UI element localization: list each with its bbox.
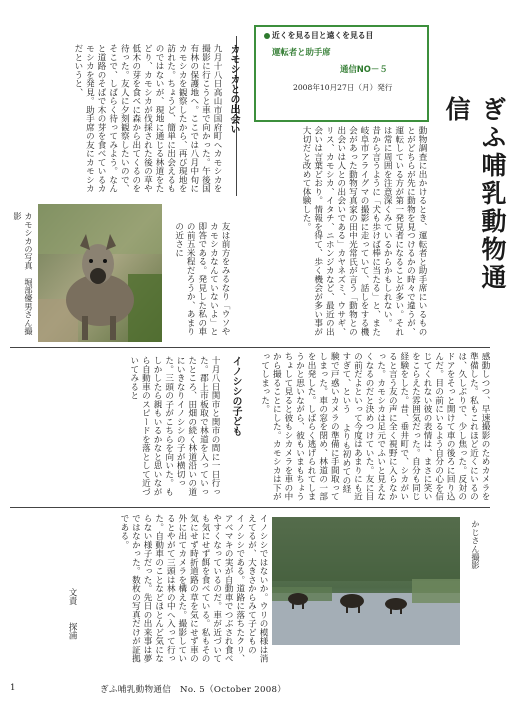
section-body-kamoshika: 九月十八日高山市国府町へカモシカを撮影に行こうと車で向かった。午後国有林の保護地へ。ここでは八月中旬にカモシカを観察したから、再び現地を訪れた。ちょうど、簡単に出会えるものではないが、現地に通じる林道をたどり、カモシカが伐採された後の草や低木の芽を食べに森から出てくるのを待った。友人に夕刻観察したいので、そこで、しばらく待ってみよう。なんと道路のそばで木の芽を食べているカモシカを発見。助手席の友にカモシカだというと、: [72, 44, 222, 193]
photo-inoshishi: [272, 517, 460, 645]
photo-kamoshika: [38, 204, 162, 342]
article-intro: [254, 126, 427, 338]
newsletter-title: ぎふ哺乳動物通信: [442, 96, 507, 292]
credit-line: 文責 探浦: [67, 588, 77, 640]
article-intro-para1: 動物調査に出かけるとき、運転者と助手席にいるものとがどちらが先に動物を見つけるかの時々で違うが、運転している方が第一発見者になることが多い。それは常に周囲を注意深くみているからかもしれない。: [382, 126, 427, 336]
header-issue-date: 2008年10月27日（月）発行: [293, 83, 393, 92]
header-topic: 運転者と助手席: [272, 47, 331, 57]
header-subtitle: 近くを見る目と遠くを見る目: [264, 30, 373, 41]
wild-boar-photo: [272, 517, 460, 645]
article-bottom-body: イノシシではないか。ウリの模様は消えてるが、大きさからみて子どもの イノシシである。道路に落ちたクリ、アベマキの実が自動車でつぶされ食べやすくなっているのだ。車が近づいても気にせず餌を食べている。私もその気にせず時折道路の草を気にせず車の外に出てカメラを構えた。撮影しているとやがて三頭は林の中へ入って行った。自動車のことなどほとんど気にならない様子だった。先日の出来事は夢ではなかった。数枚の写真だけが証拠である。: [118, 514, 268, 663]
photo-kamoshika-caption: カモシカの写真 堀部優男さん撮影: [13, 212, 34, 335]
footer-text: ぎふ哺乳動物通信 No. 5（October 2008）: [100, 685, 287, 695]
issue-header-box: [254, 25, 429, 122]
section-heading-kamoshika: カモシカとの出会い: [228, 44, 239, 134]
serow-photo: [38, 204, 162, 342]
divider-lower: [10, 507, 490, 508]
section-body-inoshishi: 十月八日関市と関市の間に一日行った。郡上市板取で林道を入っていったところ、田畑の続く林道沿いの道にいきなりイノシシの子が横切った。三頭の子がこちらを向いた。もしかしたら親もいるかなと思いながら自動車のスピードを落として近づいてみると: [128, 356, 220, 496]
divider-top-middle: [10, 347, 490, 348]
bullet-icon: [264, 33, 270, 39]
article-lower-body: 感動しつつ、早速撮影のためカメラを準備した。私もこれほど近くにいるのは、久しぶりで、少し焦った。反対のドアをそっと開けて車の後ろに回り込んだ。目の前にいるよう自分の心を信じてくれない彼の表情は、まさに笑いをこらえた雰囲気だった。自分も同じ経験をした。昔、垂井町で、シカがいると言う友の声に全く視野に入らなかった。カモシカは足元でふいと見えなくなるのだと決めつけていた。友に目の前だよといって今度はあまりにも近すぎて、という よりも初めての経験で戸惑いカメラの準備に手間取ってしまった。車の窓を閉め、林道の一部を出発した。しばらく逃げられてしまうかと思いながら、彼もいまもちょうちょして見ると彼もシカメラを車の中から撮ることにした。カモシカは下がってしまった。: [259, 352, 490, 501]
article-intro-para2: 昔から言うように「犬も歩けば棒に当たる」と、また岐阜市アライグマの撮影に走っていて、話しをする機会があった動物写真家の田中光常氏が言う「動物との出会いは人との出会いである」カヤネズミ、ウサギ、リス、カモシカ、イタチ、ニホンジカなど、最近の出会いは言葉どおり。情報を得て、歩く機会が多い事が大切だと改めて体験した。: [301, 126, 381, 336]
section-heading-inoshishi: イノシシの子ども: [230, 356, 241, 436]
photo-inoshishi-caption: かじさん撮影: [471, 520, 481, 570]
section-body-kamoshika-cont: 友は前方をみるなり「ウソやカモシカなんていないよ」と即答である。発見した私の車の前五米程だろうか、あまりの近さに: [173, 222, 230, 336]
page-number: 1: [10, 683, 16, 693]
header-issue-number: 通信NO－５: [340, 64, 388, 74]
